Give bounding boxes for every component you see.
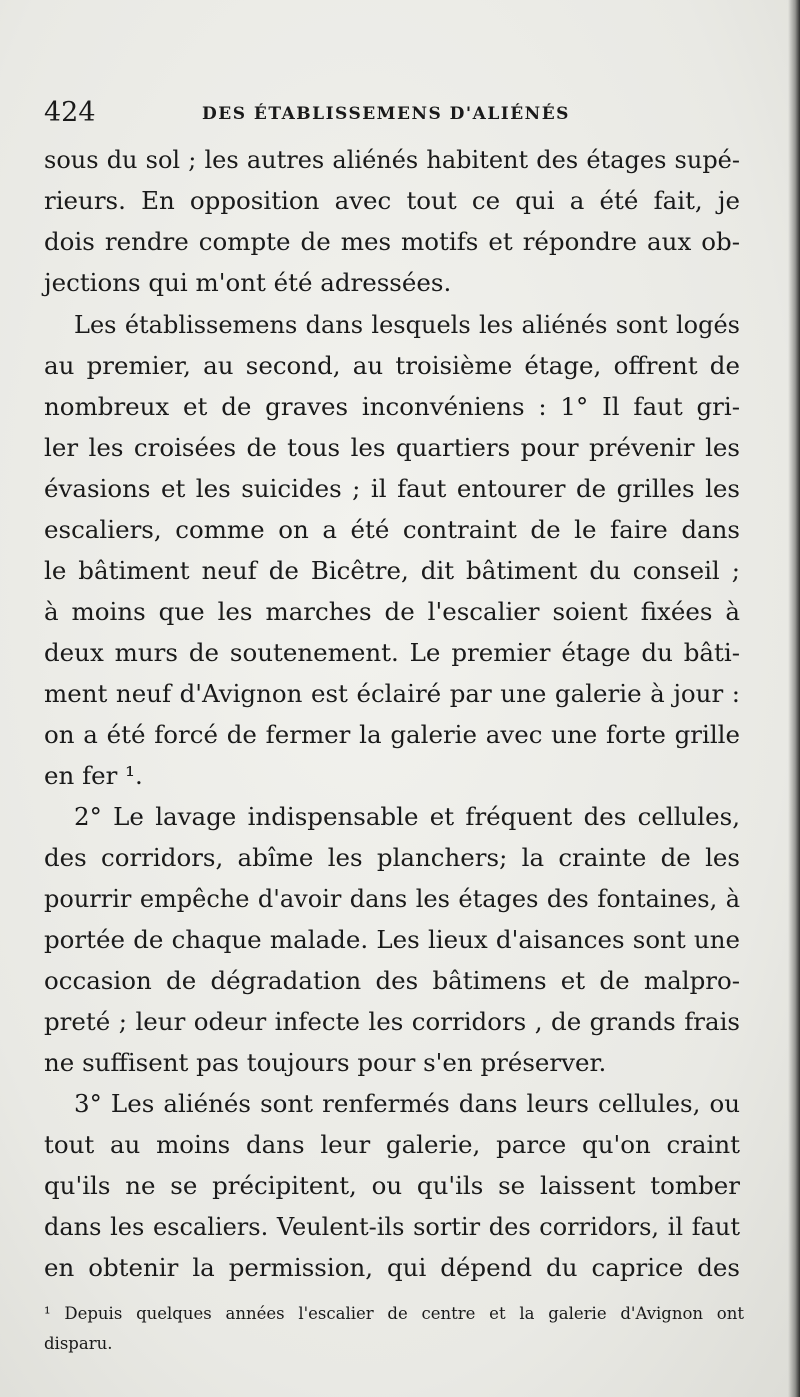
text-line: tout au moins dans leur galerie, parce qu'on craint [44, 1130, 740, 1159]
footnote-line: disparu. [44, 1334, 113, 1353]
text-line: ler les croisées de tous les quartiers pour prévenir les [44, 433, 740, 462]
text-line: en obtenir la permission, qui dépend du caprice des [44, 1253, 740, 1282]
text-line: évasions et les suicides ; il faut entourer de grilles les [44, 474, 740, 503]
page-edge-shadow [788, 0, 800, 1397]
text-line: qu'ils ne se précipitent, ou qu'ils se laissent tomber [44, 1171, 740, 1200]
text-line: portée de chaque malade. Les lieux d'aisances sont une [44, 925, 740, 954]
running-head [44, 96, 744, 130]
page-number: 424 [44, 97, 96, 128]
text-line: pourrir empêche d'avoir dans les étages des fontaines, à [44, 885, 740, 913]
text-line: jections qui m'ont été adressées. [44, 268, 452, 297]
text-line: 2° Le lavage indispensable et fréquent des cellules, [74, 802, 740, 831]
running-title: DES ÉTABLISSEMENS D'ALIÉNÉS [202, 104, 570, 124]
text-line: sous du sol ; les autres aliénés habitent des étages supé- [44, 146, 740, 174]
text-line: deux murs de soutenement. Le premier étage du bâti- [44, 638, 740, 667]
footnote-line: ¹ Depuis quelques années l'escalier de centre et la galerie d'Avignon ont [44, 1304, 744, 1323]
text-line: Les établissemens dans lesquels les aliénés sont logés [74, 311, 740, 339]
text-line: preté ; leur odeur infecte les corridors , de grands frais [44, 1007, 740, 1036]
text-line: le bâtiment neuf de Bicêtre, dit bâtiment du conseil ; [44, 556, 740, 585]
text-line: escaliers, comme on a été contraint de le faire dans [44, 515, 740, 544]
text-line: à moins que les marches de l'escalier soient fixées à [44, 597, 740, 626]
text-line: dans les escaliers. Veulent-ils sortir des corridors, il faut [44, 1213, 740, 1241]
text-line: 3° Les aliénés sont renfermés dans leurs cellules, ou [74, 1089, 740, 1118]
text-line: nombreux et de graves inconvéniens : 1° Il faut gri- [44, 392, 740, 421]
text-line: dois rendre compte de mes motifs et répondre aux ob- [44, 227, 740, 256]
text-line: en fer ¹. [44, 761, 143, 790]
text-line: rieurs. En opposition avec tout ce qui a été fait, je [44, 186, 740, 215]
text-line: des corridors, abîme les planchers; la crainte de les [44, 843, 740, 872]
text-line: au premier, au second, au troisième étage, offrent de [44, 351, 740, 380]
text-line: on a été forcé de fermer la galerie avec une forte grille [44, 720, 740, 749]
text-line: ne suffisent pas toujours pour s'en préserver. [44, 1048, 607, 1077]
text-line: occasion de dégradation des bâtimens et de malpro- [44, 966, 740, 995]
text-line: ment neuf d'Avignon est éclairé par une galerie à jour : [44, 679, 740, 708]
